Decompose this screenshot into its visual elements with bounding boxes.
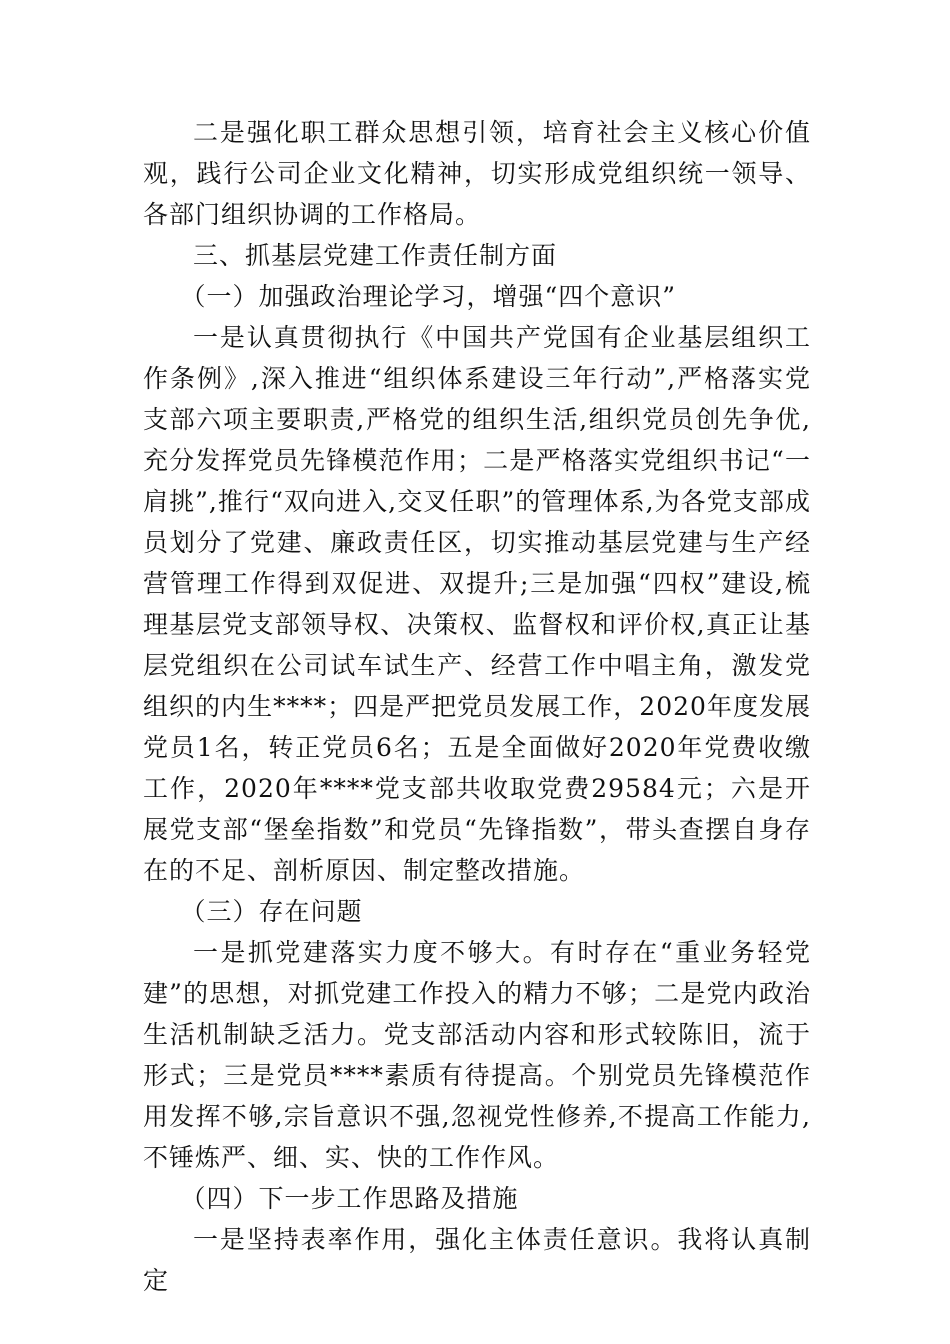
body-text xyxy=(143,112,811,1301)
section-heading-grassroots: 三、抓基层党建工作责任制方面 xyxy=(193,241,558,270)
paragraph-implementation: 一是认真贯彻执行《中国共产党国有企业基层组织工作条例》,深入推进“组织体系建设三年行动”,严格落实党支部六项主要职责,严格党的组织生活,组织党员创先争优,充分发挥党员先锋模范作用；二是严格落实党组织书记“一肩挑”,推行“双向进入,交叉任职”的管理体系,为各党支部成员划分了党建、廉政责任区，切实推动基层党建与生产经营管理工作得到双促进、双提升;三是加强“四权”建设,梳理基层党支部领导权、决策权、监督权和评价权,真正让基层党组织在公司试车试生产、经营工作中唱主角，激发党组织的内生****；四是严把党员发展工作，2020年度发展党员1名，转正党员6名；五是全面做好2020年党费收缴工作，2020年****党支部共收取党费29584元；六是开展党支部“堡垒指数”和党员“先锋指数”，带头查摆自身存在的不足、剖析原因、制定整改措施。 xyxy=(143,323,811,885)
subheading-political-study: （一）加强政治理论学习，增强“四个意识” xyxy=(180,282,677,311)
paragraph-next-steps: 一是坚持表率作用，强化主体责任意识。我将认真制定 xyxy=(143,1225,811,1295)
paragraph-problems: 一是抓党建落实力度不够大。有时存在“重业务轻党建”的思想，对抓党建工作投入的精力不够；二是党内政治生活机制缺乏活力。党支部活动内容和形式较陈旧，流于形式；三是党员****素质有待提高。个别党员先锋模范作用发挥不够,宗旨意识不强,忽视党性修养,不提高工作能力,不锤炼严、细、实、快的工作作风。 xyxy=(143,938,811,1172)
subheading-next-steps: （四）下一步工作思路及措施 xyxy=(180,1184,519,1213)
paragraph-ideology-guidance: 二是强化职工群众思想引领，培育社会主义核心价值观，践行公司企业文化精神，切实形成党组织统一领导、各部门组织协调的工作格局。 xyxy=(143,118,811,229)
subheading-problems: （三）存在问题 xyxy=(180,897,363,926)
